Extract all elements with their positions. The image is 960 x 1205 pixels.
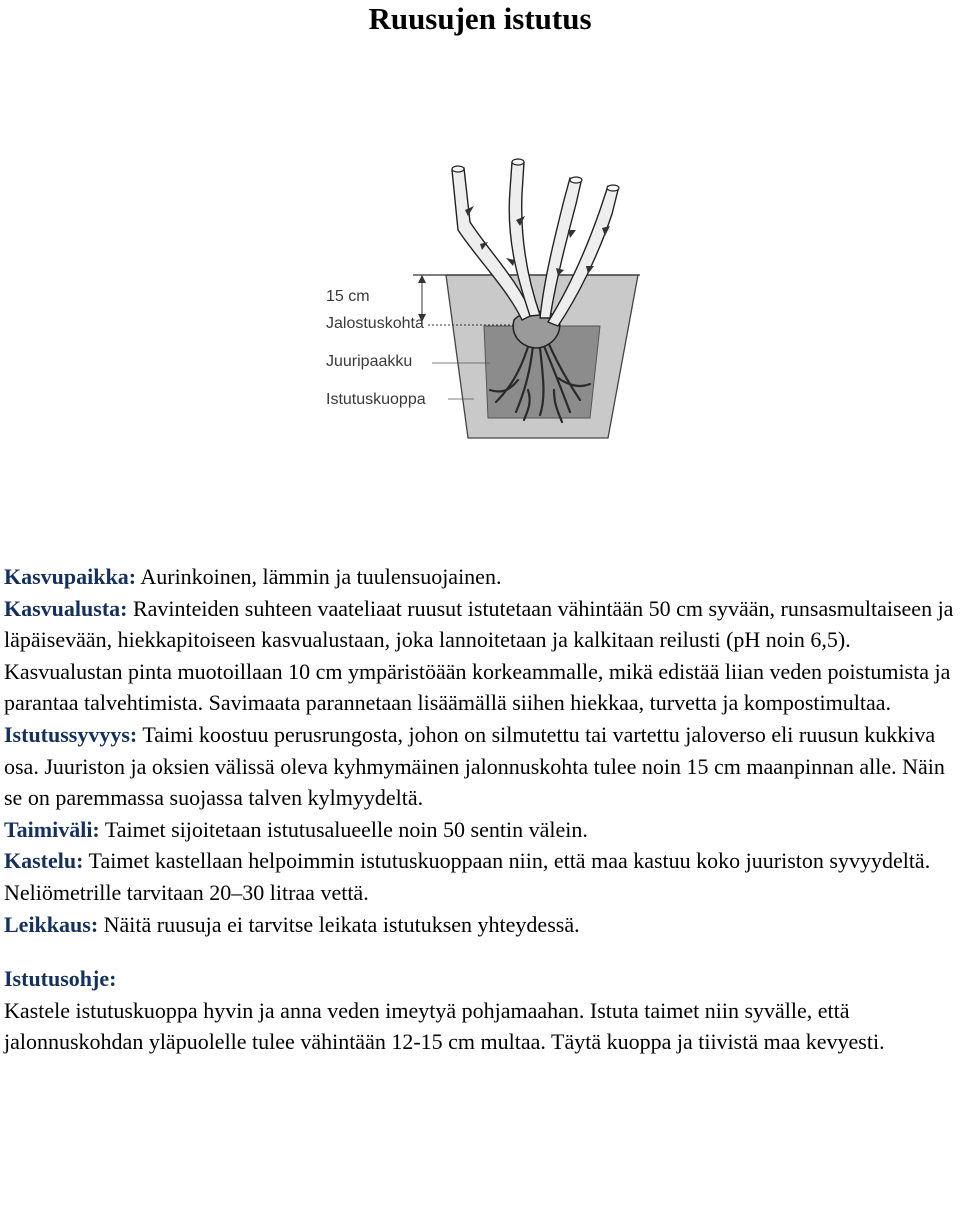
section-text: Taimi koostuu perusrungosta, johon on silmutettu tai vartettu jaloverso eli ruusun kukkiva osa. Juuriston ja oksien välissä oleva kyhmymäinen jalonnuskohta tulee noin 15 cm maanpinnan alle. Näin se on paremmassa suojassa talven kylmyydeltä. <box>4 721 945 811</box>
rose-planting-diagram <box>318 150 658 450</box>
section-label: Leikkaus: <box>4 911 99 937</box>
page-title: Ruusujen istutus <box>368 1 592 36</box>
section-text: Aurinkoinen, lämmin ja tuulensuojainen. <box>136 564 502 589</box>
label-graft: Jalostuskohta <box>326 315 424 332</box>
spacer <box>4 940 956 963</box>
section-istutussyvyys <box>4 719 956 814</box>
instructions-text: Kastele istutuskuoppa hyvin ja anna veden imeytyä pohjamaahan. Istuta taimet niin syvälle, että jalonnuskohdan yläpuolelle tulee vähintään 12-15 cm multaa. Täytä kuoppa ja tiivistä maa kevyesti. <box>4 997 885 1055</box>
instructions-title: Istutusohje: <box>4 966 117 992</box>
label-depth: 15 cm <box>326 288 370 305</box>
article-body <box>4 561 956 1058</box>
section-text: Taimet sijoitetaan istutusalueelle noin 50 sentin välein. <box>99 816 588 842</box>
section-leikkaus <box>4 909 956 941</box>
section-taimivali <box>4 814 956 846</box>
section-label: Kastelu: <box>4 848 84 874</box>
section-label: Istutussyvyys: <box>4 721 138 747</box>
section-kasvualusta <box>4 593 956 719</box>
section-text: Ravinteiden suhteen vaateliaat ruusut istutetaan vähintään 50 cm syvään, runsasmultaiseen ja läpäisevään, hiekkapitoiseen kasvualustaan, joka lannoitetaan ja kalkitaan reilusti (pH noin 6,5). Kasvualustan pinta muotoillaan 10 cm ympäristöään korkeammalle, mikä edistää liian veden poistumista ja parantaa talvehtimista. Savimaata parannetaan lisäämällä siihen hiekkaa, turvetta ja kompostimultaa. <box>4 595 954 716</box>
section-text: Näitä ruusuja ei tarvitse leikata istutuksen yhteydessä. <box>98 911 580 937</box>
section-kasvupaikka <box>4 561 956 593</box>
section-label: Kasvupaikka: <box>4 564 137 589</box>
section-label: Kasvualusta: <box>4 595 128 621</box>
section-text: Taimet kastellaan helpoimmin istutuskuoppaan niin, että maa kastuu koko juuriston syvyydeltä. Neliömetrille tarvitaan 20–30 litraa vettä. <box>4 848 931 905</box>
section-label: Taimiväli: <box>4 816 100 842</box>
label-rootball: Juuripaakku <box>326 353 413 370</box>
section-kastelu <box>4 845 956 908</box>
label-hole: Istutuskuoppa <box>326 391 426 408</box>
